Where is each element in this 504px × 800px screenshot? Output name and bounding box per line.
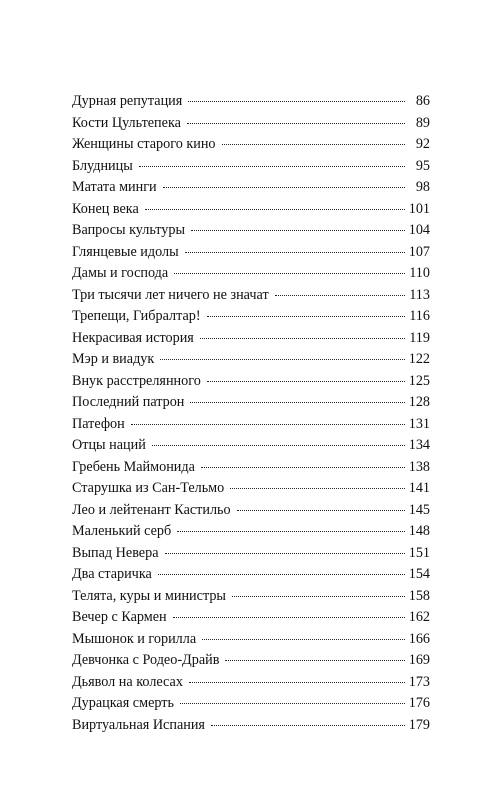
- toc-entry-title: Выпад Невера: [72, 544, 159, 561]
- toc-entry: [72, 306, 430, 328]
- dot-leader: [145, 208, 405, 210]
- toc-entry-page: 113: [409, 286, 430, 303]
- dot-leader: [131, 423, 405, 425]
- toc-entry-title: Мышонок и горилла: [72, 630, 197, 647]
- toc-entry: [72, 435, 430, 457]
- dot-leader: [232, 595, 405, 597]
- toc-entry: [72, 242, 430, 264]
- dot-leader: [160, 358, 405, 360]
- toc-entry-page: 101: [408, 200, 430, 217]
- toc-entry: [72, 564, 430, 586]
- toc-entry-title: Вечер с Кармен: [72, 609, 167, 625]
- toc-entry-page: 98: [415, 179, 430, 195]
- toc-entry-page: 154: [408, 566, 430, 582]
- toc-entry: [72, 91, 430, 113]
- dot-leader: [230, 487, 405, 489]
- toc-entry-page: 158: [408, 587, 430, 604]
- toc-entry: [72, 199, 430, 221]
- toc-entry: [72, 715, 430, 737]
- dot-leader: [207, 315, 405, 317]
- toc-entry-page: 107: [408, 243, 430, 260]
- toc-entry: [72, 113, 430, 135]
- toc-entry-page: 119: [409, 329, 430, 346]
- toc-entry: [72, 521, 430, 543]
- toc-entry: [72, 500, 430, 522]
- toc-entry: [72, 371, 430, 393]
- toc-entry-title: Глянцевые идолы: [72, 243, 179, 260]
- toc-entry-title: Гребень Маймонида: [72, 458, 195, 475]
- toc-entry: [72, 586, 430, 608]
- toc-entry-page: 86: [415, 93, 430, 109]
- dot-leader: [237, 509, 405, 511]
- toc-entry-title: Лео и лейтенант Кастильо: [72, 501, 231, 518]
- toc-entry-title: Мэр и виадук: [72, 351, 155, 367]
- toc-entry-page: 176: [408, 695, 430, 711]
- dot-leader: [188, 100, 405, 102]
- toc-entry-title: Три тысячи лет ничего не значат: [72, 286, 269, 303]
- toc-entry-title: Некрасивая история: [72, 329, 194, 346]
- toc-entry: [72, 263, 430, 285]
- toc-entry: [72, 220, 430, 242]
- toc-entry-title: Конец века: [72, 200, 139, 217]
- toc-entry-page: 104: [408, 222, 430, 238]
- toc-entry-page: 128: [408, 394, 430, 410]
- toc-entry-page: 151: [408, 544, 430, 561]
- toc-entry-title: Старушка из Сан-Тельмо: [72, 480, 225, 496]
- toc-entry-title: Патефон: [72, 415, 125, 432]
- toc-entry-title: Трепещи, Гибралтар!: [72, 308, 201, 324]
- toc-entry: [72, 392, 430, 414]
- toc-entry-page: 162: [408, 609, 430, 625]
- toc-entry-title: Женщины старого кино: [72, 136, 216, 152]
- toc-entry: [72, 672, 430, 694]
- dot-leader: [190, 401, 405, 403]
- toc-entry: [72, 607, 430, 629]
- dot-leader: [180, 702, 405, 704]
- toc-entry-title: Вапросы культуры: [72, 222, 185, 238]
- toc-entry: [72, 134, 430, 156]
- toc-entry-title: Телята, куры и министры: [72, 587, 226, 604]
- toc-entry-title: Отцы наций: [72, 437, 146, 453]
- toc-entry-title: Девчонка с Родео-Драйв: [72, 652, 220, 668]
- toc-entry-title: Последний патрон: [72, 394, 185, 410]
- dot-leader: [191, 229, 405, 231]
- dot-leader: [202, 638, 405, 640]
- toc-entry: [72, 156, 430, 178]
- toc-entry-page: 141: [408, 480, 430, 496]
- dot-leader: [207, 380, 405, 382]
- dot-leader: [225, 659, 405, 661]
- toc-entry-title: Дурная репутация: [72, 93, 183, 109]
- table-of-contents: [72, 91, 430, 736]
- toc-entry-page: 166: [408, 630, 430, 647]
- toc-entry-page: 148: [408, 523, 430, 539]
- dot-leader: [174, 272, 405, 274]
- toc-entry-title: Два старичка: [72, 566, 152, 582]
- toc-entry-page: 169: [408, 652, 430, 668]
- toc-entry-page: 122: [408, 351, 430, 367]
- dot-leader: [173, 616, 405, 618]
- dot-leader: [200, 337, 405, 339]
- toc-entry: [72, 543, 430, 565]
- toc-entry: [72, 328, 430, 350]
- toc-entry-title: Внук расстрелянного: [72, 372, 201, 389]
- toc-entry-page: 131: [408, 415, 430, 432]
- toc-entry: [72, 414, 430, 436]
- toc-entry-title: Блудницы: [72, 157, 133, 174]
- dot-leader: [211, 724, 405, 726]
- toc-entry: [72, 457, 430, 479]
- toc-entry-title: Дамы и господа: [72, 265, 169, 281]
- toc-entry-page: 116: [409, 308, 430, 324]
- toc-entry-page: 138: [408, 458, 430, 475]
- dot-leader: [139, 165, 405, 167]
- dot-leader: [152, 444, 405, 446]
- toc-entry-page: 110: [409, 265, 430, 281]
- toc-entry-page: 134: [408, 437, 430, 453]
- dot-leader: [201, 466, 405, 468]
- dot-leader: [189, 681, 405, 683]
- toc-entry-page: 125: [408, 372, 430, 389]
- toc-entry-page: 173: [408, 673, 430, 690]
- dot-leader: [177, 530, 405, 532]
- toc-entry-page: 89: [415, 114, 430, 131]
- toc-entry-title: Матата минги: [72, 179, 157, 195]
- toc-entry-page: 92: [415, 136, 430, 152]
- dot-leader: [187, 122, 405, 124]
- dot-leader: [275, 294, 405, 296]
- toc-entry-page: 145: [408, 501, 430, 518]
- dot-leader: [158, 573, 405, 575]
- dot-leader: [165, 552, 406, 554]
- dot-leader: [185, 251, 405, 253]
- toc-entry: [72, 478, 430, 500]
- toc-entry: [72, 693, 430, 715]
- toc-entry-title: Кости Цультепека: [72, 114, 181, 131]
- dot-leader: [163, 186, 405, 188]
- toc-entry-page: 95: [415, 157, 430, 174]
- toc-entry: [72, 629, 430, 651]
- toc-entry: [72, 285, 430, 307]
- toc-entry-title: Маленький серб: [72, 523, 172, 539]
- toc-entry-title: Дьявол на колесах: [72, 673, 183, 690]
- toc-entry: [72, 349, 430, 371]
- toc-entry-title: Дурацкая смерть: [72, 695, 174, 711]
- dot-leader: [222, 143, 405, 145]
- toc-entry-page: 179: [408, 716, 430, 733]
- toc-entry: [72, 177, 430, 199]
- toc-entry: [72, 650, 430, 672]
- toc-entry-title: Виртуальная Испания: [72, 716, 205, 733]
